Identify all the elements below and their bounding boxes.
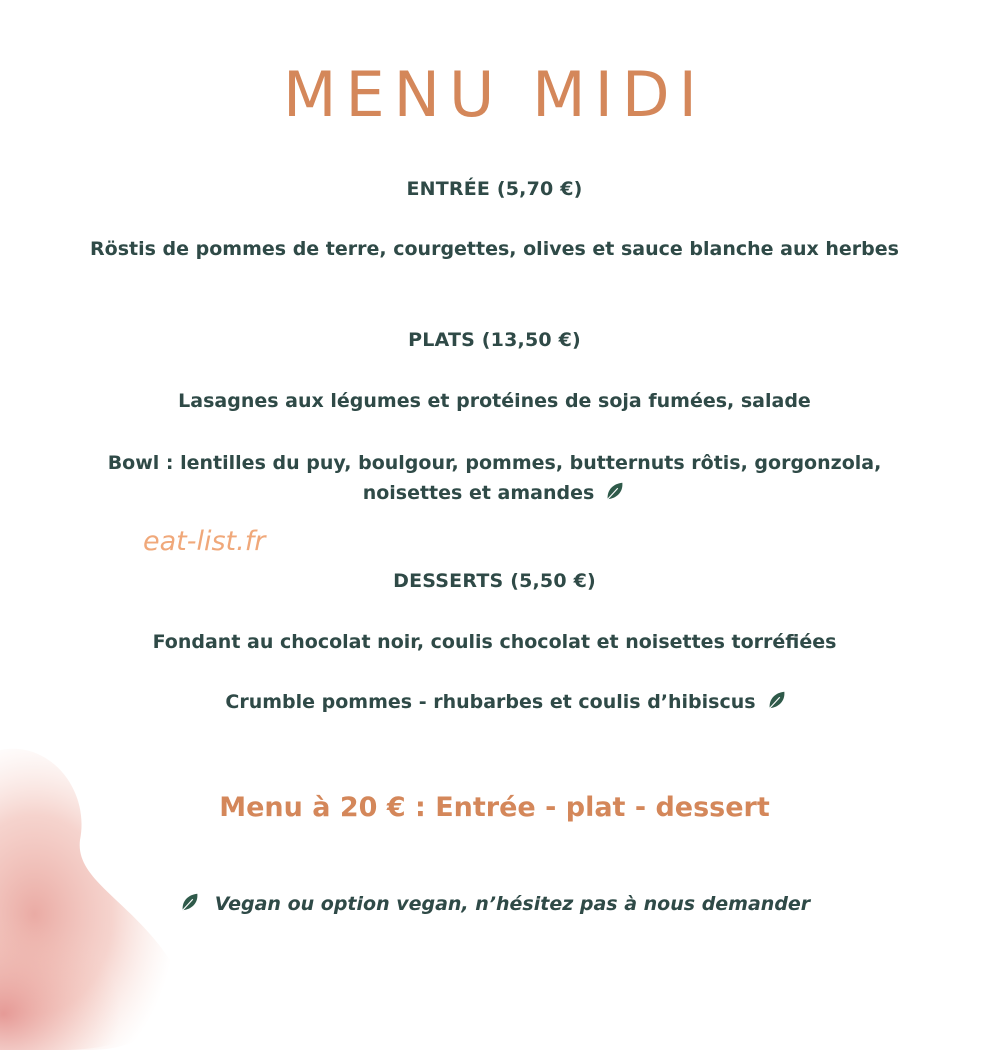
plat-item: Lasagnes aux légumes et protéines de soja fumées, salade [178,390,811,412]
leaf-icon [766,689,788,711]
vegan-note-text: Vegan ou option vegan, n’hésitez pas à nous demander [214,893,811,915]
dessert-item: Fondant au chocolat noir, coulis chocolat et noisettes torréfiées [152,631,837,653]
watercolor-splash [0,730,200,1050]
plats-heading: PLATS (13,50 €) [408,329,581,351]
dessert-item [0,686,989,718]
watermark: eat-list.fr [143,526,266,557]
desserts-heading: DESSERTS (5,50 €) [393,570,596,592]
menu-formula: Menu à 20 € : Entrée - plat - dessert [219,792,770,823]
leaf-icon [179,891,201,913]
vegan-note [0,891,989,915]
plat-item-continued [0,477,989,509]
entree-heading: ENTRÉE (5,70 €) [406,178,583,200]
leaf-icon [604,480,626,502]
plat-item-label: noisettes et amandes [362,482,595,504]
menu-title: MENU MIDI [283,58,706,131]
dessert-item-label: Crumble pommes - rhubarbes et coulis d’hibiscus [225,691,756,713]
entree-item: Röstis de pommes de terre, courgettes, olives et sauce blanche aux herbes [90,238,899,260]
plat-item: Bowl : lentilles du puy, boulgour, pommes, butternuts rôtis, gorgonzola, [107,452,882,474]
